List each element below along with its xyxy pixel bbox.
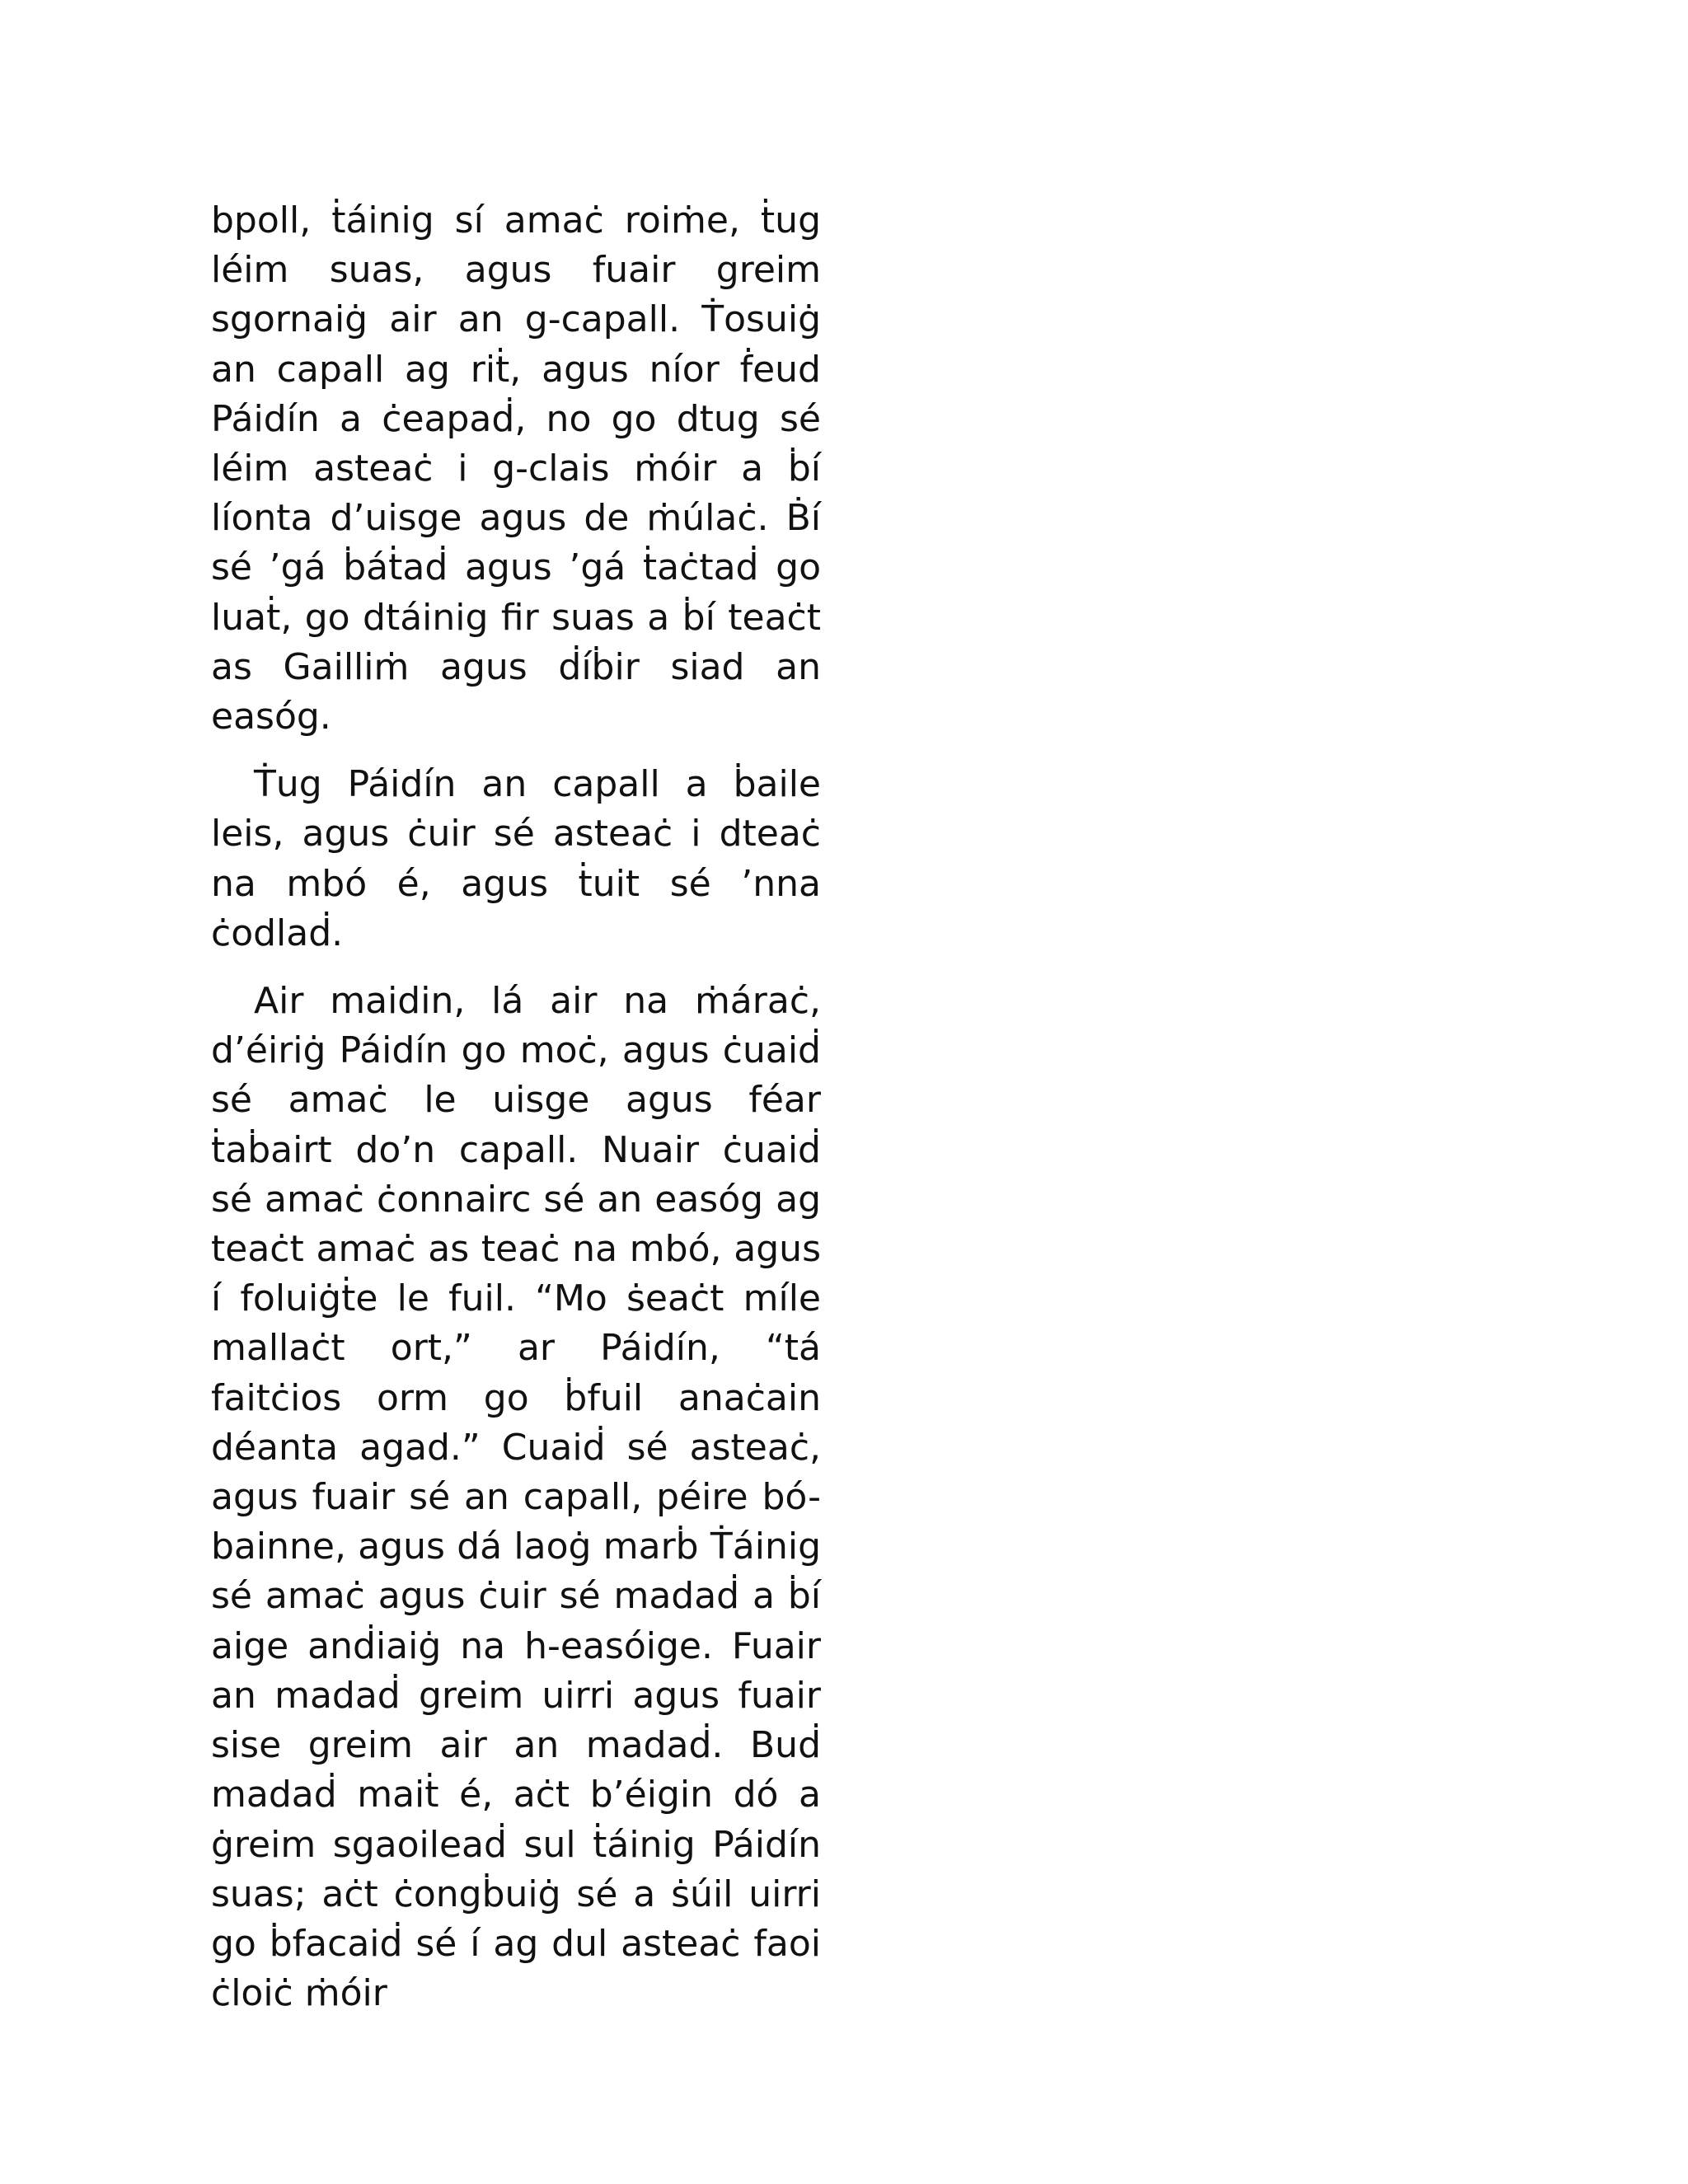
paragraph-2: Ṫug Páidín an capall a ḃaile leis, agus ċuir sé asteaċ i dteaċ na mbó é, agus ṫuit sé ’nna ċodlaḋ.: [211, 763, 821, 954]
text-column: [211, 196, 821, 2015]
paragraph-3: Air maidin, lá air na ṁáraċ, d’éiriġ Páidín go moċ, agus ċuaiḋ sé amaċ le uisge agus féar ṫaḃairt do’n capall. Nuair ċuaiḋ sé amaċ ċonnairc sé an easóg ag teaċt amaċ as teaċ na mbó, agus í foluiġṫe le fuil. “Mo ṡeaċt míle mallaċt ort,” ar Páidín, “tá faitċios orm go ḃfuil anaċain déanta agad.” Cuaiḋ sé asteaċ, agus fuair sé an capall, péire bó-bainne, agus dá laoġ marḃ Ṫáinig sé amaċ agus ċuir sé madaḋ a ḃí aige anḋiaiġ na h-easóige. Fuair an madaḋ greim uirri agus fuair sise greim air an madaḋ. Buḋ madaḋ maiṫ é, aċt b’éigin dó a ġreim sgaoileaḋ sul ṫáinig Páidín suas; aċt ċongḃuiġ sé a ṡúil uirri go ḃfacaiḋ sé í ag dul asteaċ faoi ċloiċ ṁóir: [211, 980, 821, 2015]
paragraph-1: bpoll, ṫáinig sí amaċ roiṁe, ṫug léim suas, agus fuair greim sgornaiġ air an g-capall. Ṫosuiġ an capall ag riṫ, agus níor ḟeud Páidín a ċeapaḋ, no go dtug sé léim asteaċ i g-clais ṁóir a ḃí líonta d’uisge agus de ṁúlaċ. Ḃí sé ’gá ḃáṫaḋ agus ’gá ṫaċtaḋ go luaṫ, go dtáinig fir suas a ḃí teaċt as Gailliṁ agus ḋíḃir siad an easóg.: [211, 199, 821, 738]
